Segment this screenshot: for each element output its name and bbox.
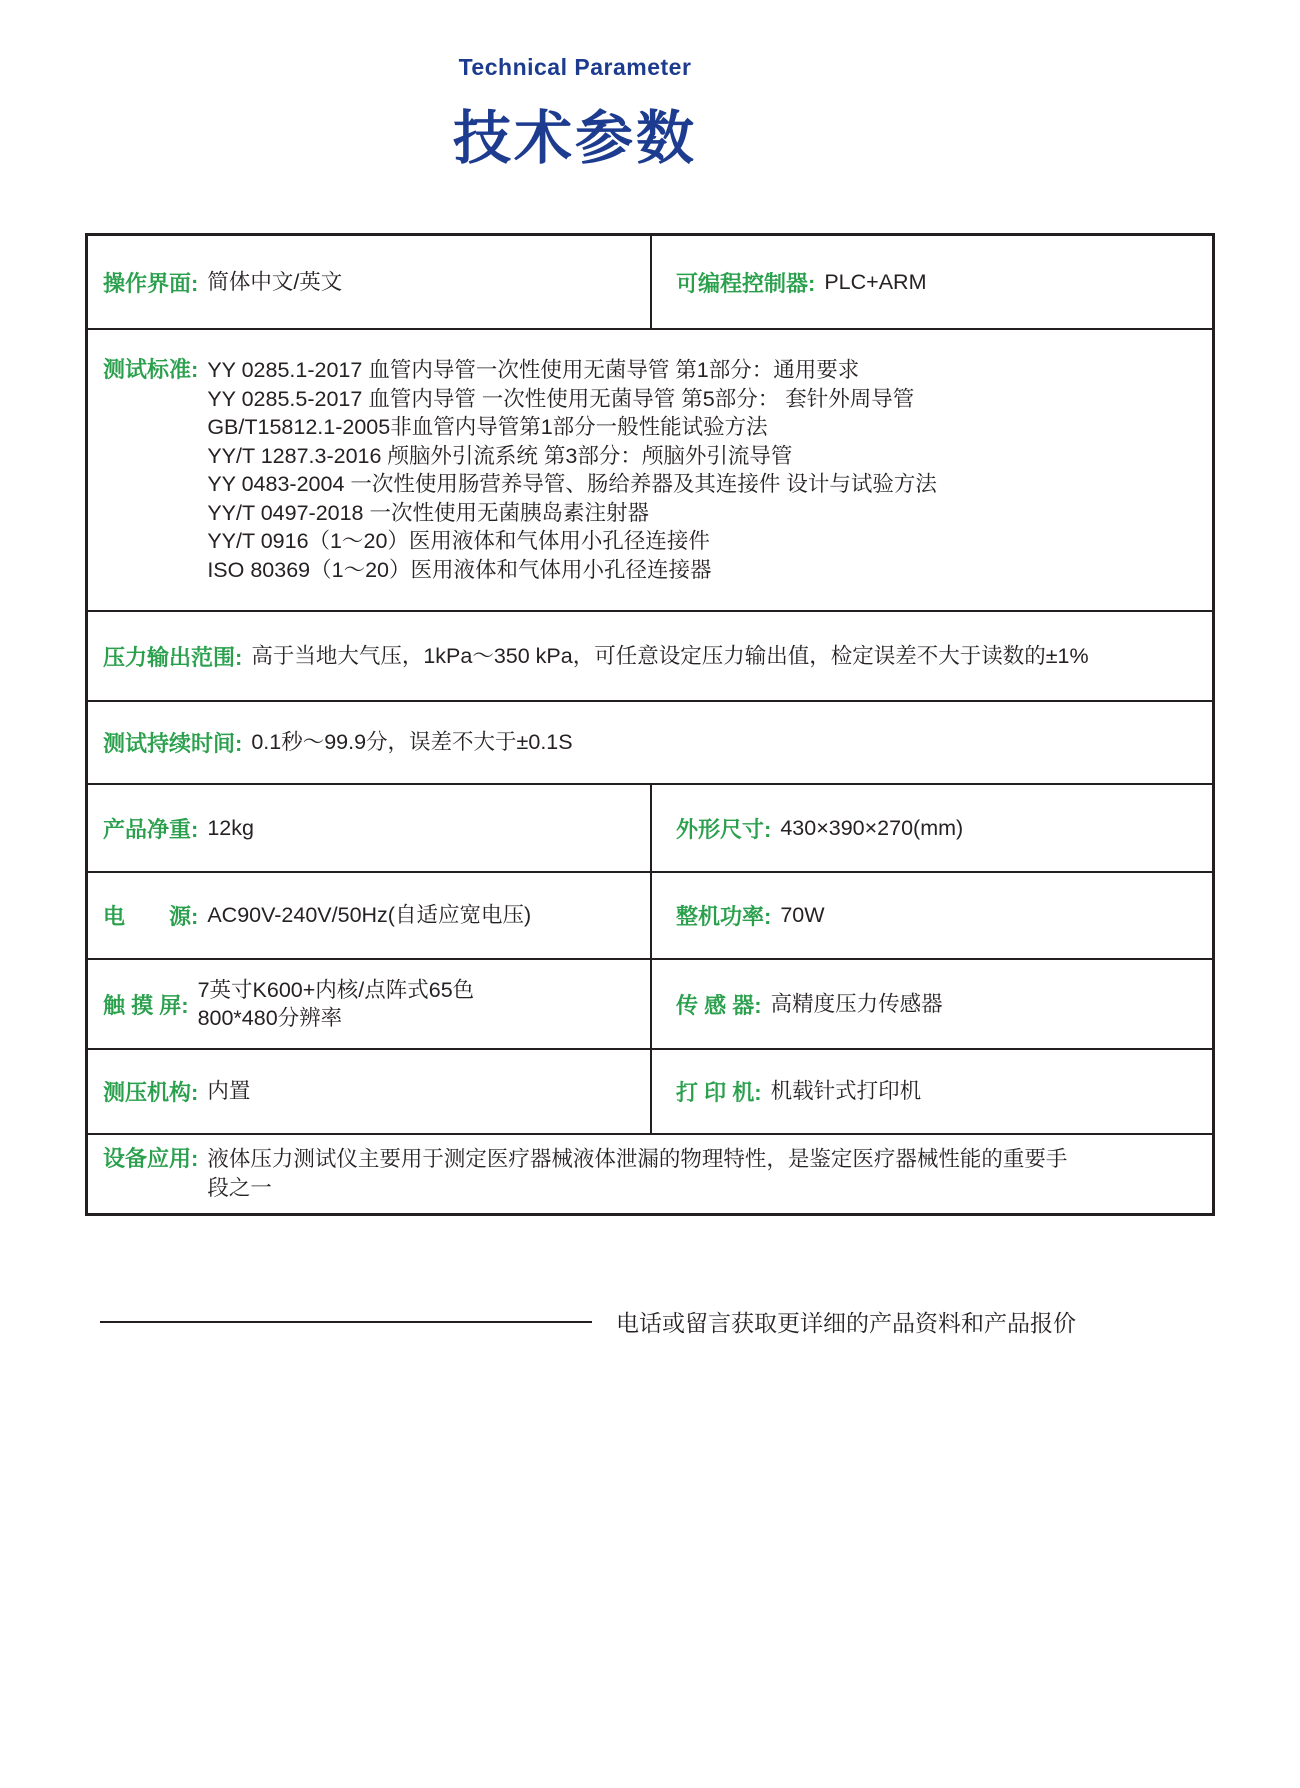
value-power-supply: AC90V-240V/50Hz(自适应宽电压): [207, 903, 532, 927]
label-sensor: 传 感 器:: [676, 992, 762, 1018]
header: [0, 0, 1150, 175]
cell-test-standards: [88, 330, 1212, 610]
value-touch-screen: [198, 976, 475, 1033]
subtitle-en: Technical Parameter: [458, 54, 692, 80]
table-row-application: [88, 1133, 1212, 1213]
label-printer: 打 印 机:: [676, 1080, 762, 1105]
table-row-test-duration: [88, 700, 1212, 783]
footer: [100, 1305, 1200, 1338]
label-touch-screen: 触 摸 屏:: [103, 992, 189, 1018]
label-operation-interface: 操作界面:: [103, 270, 199, 296]
table-row-power: [88, 871, 1212, 958]
table-row-test-standards: [88, 328, 1212, 610]
value-test-duration: 0.1秒～99.9分，误差不大于±0.1S: [251, 730, 573, 754]
table-row-mechanism-printer: [88, 1048, 1212, 1133]
application-block: [103, 1145, 1067, 1203]
page-title: 技术参数: [452, 106, 697, 171]
label-pressure-range: 压力输出范围:: [103, 644, 243, 670]
value-application: 液体压力测试仪主要用于测定医疗器械液体泄漏的物理特性，是鉴定医疗器械性能的重要手段之一: [207, 1147, 1068, 1200]
spec-table: [85, 233, 1215, 1216]
footer-note: 电话或留言获取更详细的产品资料和产品报价: [616, 1310, 1076, 1336]
label-test-duration: 测试持续时间:: [103, 731, 243, 756]
touch-screen-line: 7英寸K600+内核/点阵式65色: [197, 977, 475, 1002]
label-dimensions: 外形尺寸:: [676, 816, 772, 842]
value-printer: 机载针式打印机: [770, 1079, 922, 1103]
cell-controller: [650, 236, 1212, 328]
label-pressure-mechanism: 测压机构:: [103, 1080, 199, 1105]
label-controller: 可编程控制器:: [676, 270, 816, 296]
cell-printer: [650, 1050, 1212, 1133]
standard-line: YY 0285.1-2017 血管内导管一次性使用无菌导管 第1部分：通用要求: [207, 358, 860, 382]
value-dimensions: 430×390×270(mm): [780, 815, 964, 840]
cell-pressure-range: [88, 612, 1212, 700]
value-net-weight: 12kg: [207, 815, 254, 840]
value-total-power: 70W: [780, 903, 825, 927]
divider-line: [100, 1321, 592, 1323]
table-row-interface: [88, 236, 1212, 328]
cell-total-power: [650, 873, 1212, 958]
table-row-screen-sensor: [88, 958, 1212, 1048]
cell-pressure-mechanism: [88, 1050, 650, 1133]
value-pressure-mechanism: 内置: [207, 1079, 251, 1103]
standard-line: YY/T 0916（1～20）医用液体和气体用小孔径连接件: [207, 529, 710, 553]
label-test-standards: 测试标准:: [103, 357, 199, 382]
test-standards-lines: [207, 356, 937, 584]
standard-line: GB/T15812.1-2005非血管内导管第1部分一般性能试验方法: [207, 415, 768, 439]
cell-sensor: [650, 960, 1212, 1048]
standard-line: YY 0285.5-2017 血管内导管 一次性使用无菌导管 第5部分： 套针外周导管: [207, 386, 915, 411]
test-standards-block: [103, 356, 937, 584]
cell-test-duration: [88, 702, 1212, 783]
label-total-power: 整机功率:: [676, 904, 772, 929]
cell-touch-screen: [88, 960, 650, 1048]
standard-line: YY/T 1287.3-2016 颅脑外引流系统 第3部分：颅脑外引流导管: [207, 443, 793, 468]
table-row-pressure-range: [88, 610, 1212, 700]
label-net-weight: 产品净重:: [103, 816, 199, 842]
standard-line: ISO 80369（1～20）医用液体和气体用小孔径连接器: [207, 557, 712, 582]
standard-line: YY/T 0497-2018 一次性使用无菌胰岛素注射器: [207, 500, 649, 525]
touch-screen-line: 800*480分辨率: [197, 1006, 343, 1030]
cell-operation-interface: [88, 236, 650, 328]
cell-application: [88, 1135, 1212, 1213]
cell-net-weight: [88, 785, 650, 871]
value-operation-interface: 简体中文/英文: [207, 269, 343, 294]
table-row-weight-dimensions: [88, 783, 1212, 871]
label-application: 设备应用:: [103, 1146, 199, 1171]
cell-power-supply: [88, 873, 650, 958]
value-pressure-range: 高于当地大气压，1kPa～350 kPa，可任意设定压力输出值，检定误差不大于读数的±1%: [251, 643, 1089, 668]
label-power-supply: 电 源:: [103, 904, 199, 929]
value-sensor: 高精度压力传感器: [770, 991, 943, 1016]
standard-line: YY 0483-2004 一次性使用肠营养导管、肠给养器及其连接件 设计与试验方法: [207, 472, 937, 496]
cell-dimensions: [650, 785, 1212, 871]
value-controller: PLC+ARM: [824, 269, 927, 294]
